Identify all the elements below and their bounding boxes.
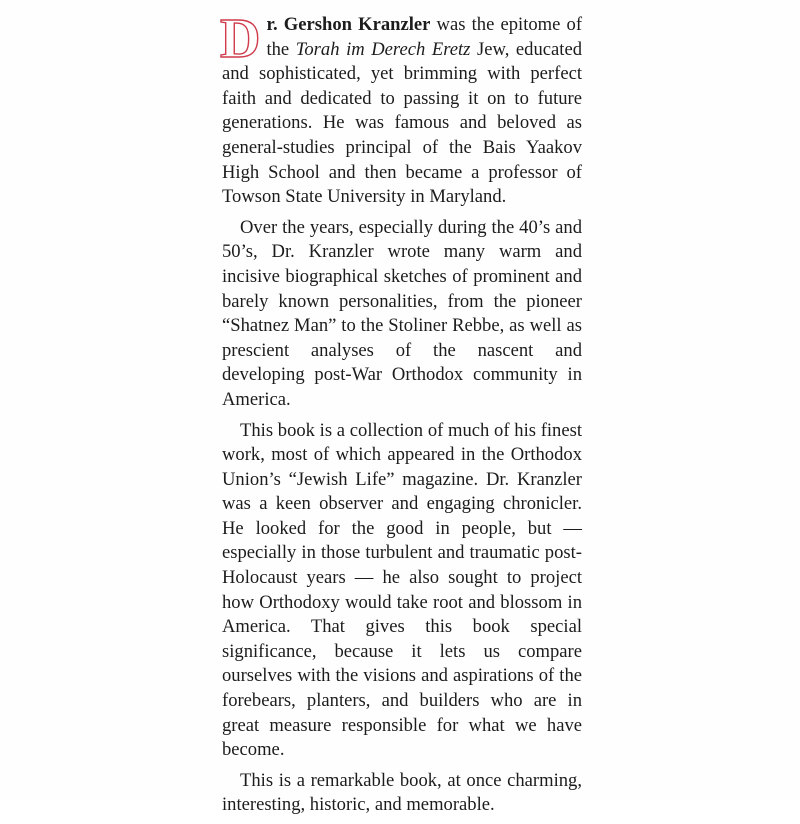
paragraph-1-text-a: was the epitome of the [266, 14, 583, 60]
author-name: r. Gershon Kranzler [266, 14, 431, 35]
article-column [220, 8, 583, 824]
paragraph-3: This book is a collection of much of his finest work, most of which appeared in the Orthodox Union’s “Jewish Life” magazine. Dr. Kranzler was a keen observer and engaging chronicler. He looked for the good in people, but — especially in those turbulent and traumatic post-Holocaust years — he also sought to project how Orthodoxy would take root and blossom in America. That gives this book special significance, because it lets us compare ourselves with the visions and aspirations of the forebears, planters, and builders who are in great measure responsible for what we have become. [222, 419, 582, 761]
paragraph-2: Over the years, especially during the 40’s and 50’s, Dr. Kranzler wrote many warm and incisive biographical sketches of prominent and barely known personalities, from the pioneer “Shatnez Man” to the Stoliner Rebbe, as well as prescient analyses of the nascent and developing post-War Orthodox community in America. [222, 216, 582, 410]
paragraph-1-text-b: Jew, educated and sophisticated, yet brimming with perfect faith and dedicated to passing it on to future generations. He was famous and beloved as general-studies principal of the Bais Yaakov High School and then became a professor of Towson State University in Maryland. [222, 38, 582, 208]
italic-phrase: Torah im Derech Eretz [295, 38, 471, 60]
paragraph-1 [220, 8, 583, 210]
paragraph-4: This is a remarkable book, at once charming, interesting, historic, and memorable. [222, 769, 582, 816]
drop-cap: D [220, 8, 261, 70]
